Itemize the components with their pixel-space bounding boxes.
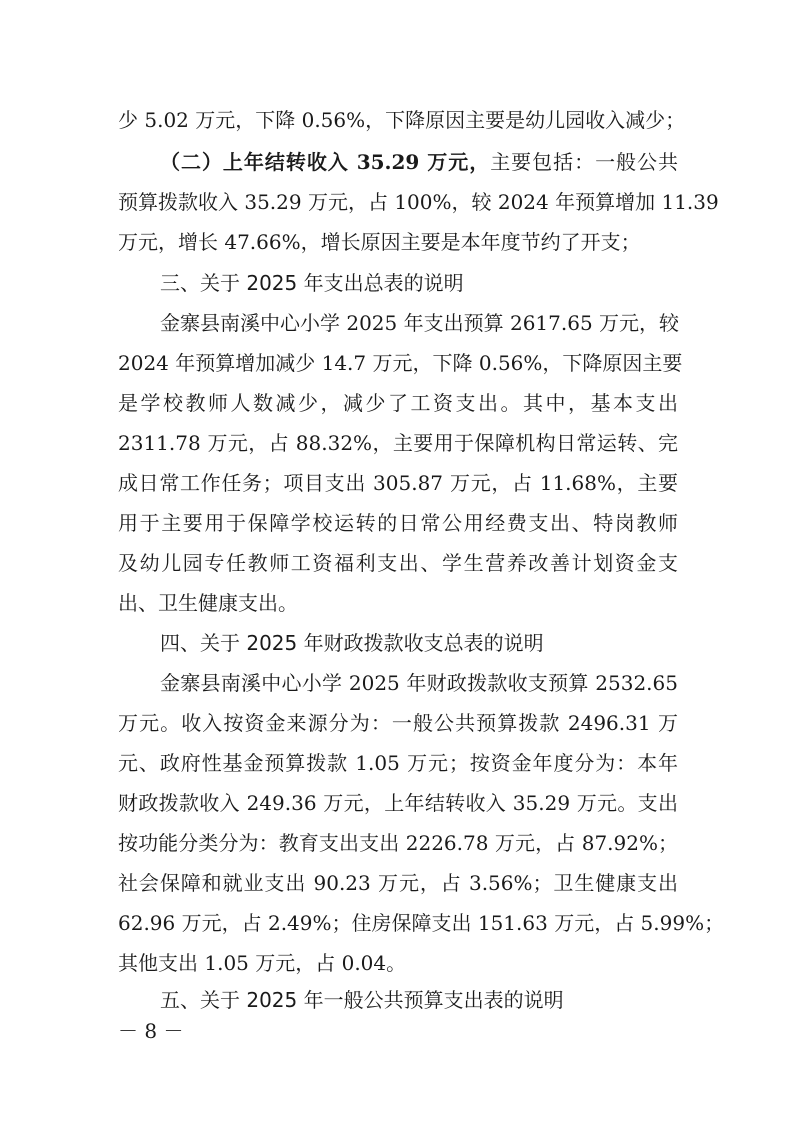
paragraph-line: 2024 年预算增加减少 14.7 万元，下降 0.56%，下降原因主要 <box>118 351 683 375</box>
paragraph-line: 万元。收入按资金来源分为：一般公共预算拨款 2496.31 万 <box>118 711 678 735</box>
paragraph-line: 财政拨款收入 249.36 万元，上年结转收入 35.29 万元。支出 <box>118 791 678 815</box>
paragraph-line: 预算拨款收入 35.29 万元，占 100%，较 2024 年预算增加 11.39 <box>118 190 719 214</box>
section-heading: 四、关于 2025 年财政拨款收支总表的说明 <box>160 631 544 655</box>
page-number: － 8 － <box>118 1019 184 1043</box>
paragraph-line: 元、政府性基金预算拨款 1.05 万元；按资金年度分为：本年 <box>118 751 678 775</box>
paragraph-line: 按功能分类分为：教育支出支出 2226.78 万元，占 87.92%； <box>118 831 678 855</box>
paragraph-line: 是学校教师人数减少，减少了工资支出。其中，基本支出 <box>118 391 678 415</box>
subsection-title: （二）上年结转收入 35.29 万元， <box>160 150 491 174</box>
paragraph-line: 成日常工作任务；项目支出 305.87 万元，占 11.68%，主要 <box>118 471 678 495</box>
section-heading: 三、关于 2025 年支出总表的说明 <box>160 271 464 295</box>
paragraph-line: 用于主要用于保障学校运转的日常公用经费支出、特岗教师 <box>118 511 678 535</box>
paragraph-line: 社会保障和就业支出 90.23 万元，占 3.56%；卫生健康支出 <box>118 871 678 895</box>
paragraph-line: 及幼儿园专任教师工资福利支出、学生营养改善计划资金支 <box>118 551 678 575</box>
paragraph-line: 2311.78 万元，占 88.32%，主要用于保障机构日常运转、完 <box>118 431 678 455</box>
paragraph-text: 主要包括：一般公共 <box>490 150 678 174</box>
paragraph-line: 其他支出 1.05 万元，占 0.04。 <box>118 951 407 975</box>
paragraph-line: 金寨县南溪中心小学 2025 年财政拨款收支预算 2532.65 <box>160 671 678 695</box>
paragraph-line <box>160 145 678 179</box>
paragraph-line: 金寨县南溪中心小学 2025 年支出预算 2617.65 万元，较 <box>160 311 680 335</box>
paragraph-line: 62.96 万元，占 2.49%；住房保障支出 151.63 万元，占 5.99%； <box>118 911 725 935</box>
paragraph-line: 万元，增长 47.66%，增长原因主要是本年度节约了开支； <box>118 230 641 254</box>
paragraph-line: 出、卫生健康支出。 <box>118 591 298 615</box>
section-heading: 五、关于 2025 年一般公共预算支出表的说明 <box>160 988 564 1012</box>
paragraph-line: 少 5.02 万元，下降 0.56%，下降原因主要是幼儿园收入减少； <box>118 108 686 132</box>
